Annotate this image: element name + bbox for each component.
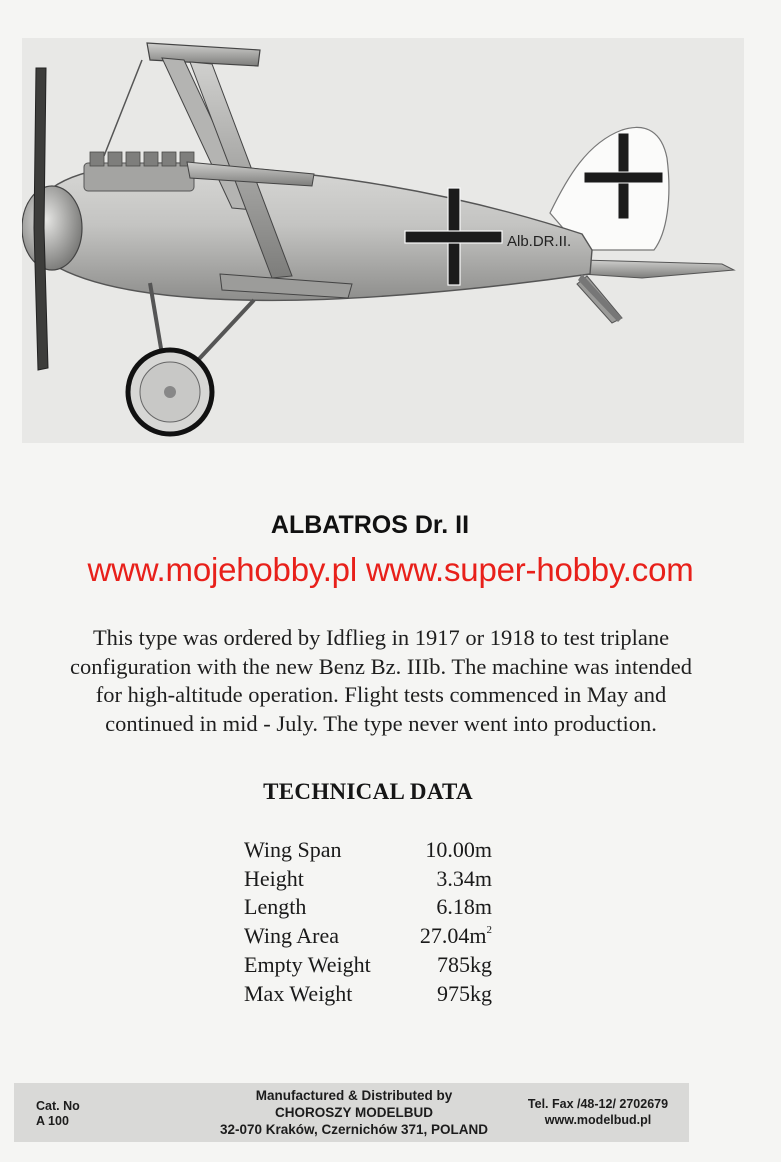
description-line: configuration with the new Benz Bz. IIIb. The machine was intended [70, 653, 692, 679]
footer-band [14, 1083, 689, 1142]
spec-row-wing-area [244, 922, 492, 951]
spec-label: Wing Span [244, 837, 342, 862]
spec-label: Wing Area [244, 923, 340, 949]
spec-label: Length [244, 894, 307, 920]
manufacturer-website-link[interactable]: www.modelbud.pl [544, 1113, 652, 1127]
aircraft-marking: Alb.DR.II. [507, 233, 572, 250]
contact-info [512, 1096, 684, 1128]
description-line: This type was ordered by Idflieg in 1917 or 1918 to test triplane [92, 625, 670, 650]
spec-label: Height [244, 865, 304, 891]
spec-label: Max Weight [244, 980, 353, 1006]
phone-fax: Tel. Fax /48-12/ 2702679 [527, 1097, 669, 1111]
manufacturer-line: Manufactured & Distributed by [255, 1088, 453, 1103]
catalog-value: A 100 [36, 1114, 69, 1128]
technical-data-table [244, 836, 492, 1008]
manufacturer-address: 32-070 Kraków, Czernichów 371, POLAND [219, 1122, 489, 1137]
description-line: for high-altitude operation. Flight tests commenced in May and [95, 682, 667, 707]
spec-value: 6.18m [436, 894, 492, 920]
spec-row-empty-weight [244, 951, 492, 980]
spec-value: $27.04m^2$ [419, 923, 492, 949]
spec-value: 975kg [437, 980, 492, 1006]
spec-value: 10.00m [425, 837, 492, 862]
manufacturer-info [194, 1087, 514, 1138]
technical-data-heading: TECHNICAL DATA [263, 779, 473, 804]
spec-label: Empty Weight [244, 951, 371, 977]
spec-row-height [244, 865, 492, 894]
description-line: continued in mid - July. The type never went into production. [105, 710, 657, 736]
spec-value: 3.34m [436, 865, 492, 891]
link-super-hobby[interactable]: www.super-hobby.com [365, 551, 694, 588]
spec-value: 785kg [437, 951, 492, 977]
model-title: ALBATROS Dr. II [270, 511, 470, 539]
link-mojehobby[interactable]: www.mojehobby.pl [87, 551, 357, 588]
spec-row-length [244, 893, 492, 922]
web-links [0, 551, 781, 589]
spec-row-wing-span [244, 836, 492, 865]
catalog-number [36, 1099, 80, 1129]
manufacturer-name: CHOROSZY MODELBUD [274, 1105, 433, 1120]
description-paragraph [0, 624, 762, 738]
catalog-label: Cat. No [36, 1099, 80, 1113]
aircraft-illustration [22, 38, 744, 443]
spec-row-max-weight [244, 980, 492, 1009]
